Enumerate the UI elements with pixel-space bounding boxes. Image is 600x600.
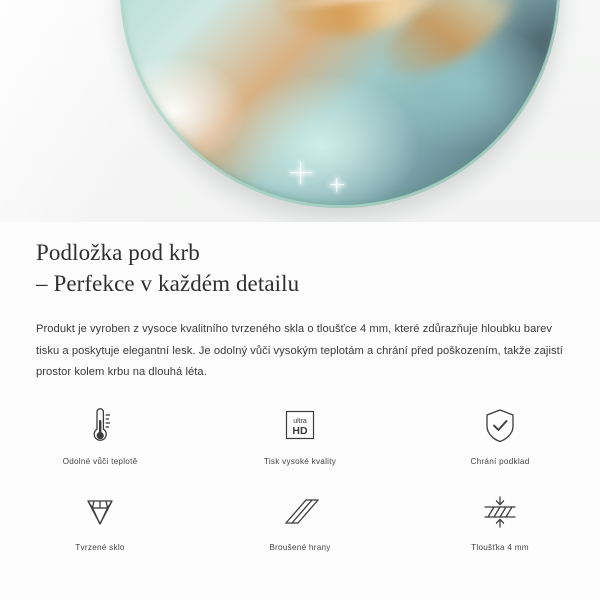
feature-grid <box>0 398 600 570</box>
feature-label: Tisk vysoké kvality <box>263 457 337 466</box>
svg-text:HD: HD <box>292 425 308 437</box>
page-title-line-2: – Perfekce v každém detailu <box>36 270 300 296</box>
glass-board-image <box>120 0 560 208</box>
feature-item-thickness <box>400 484 600 570</box>
svg-text:ultra: ultra <box>293 418 307 425</box>
description-paragraph: Produkt je vyroben z vysoce kvalitního tvrzeného skla o tloušťce 4 mm, které zdůrazňuje hloubku barev tisku a poskytuje elegantní lesk. Je odolný vůči vysokým teplotám a chrání před poškozením, takže zajistí prostor kolem krbu na dlouhá léta. <box>36 323 563 379</box>
page-title <box>0 222 600 299</box>
feature-item-polished-edges <box>200 484 400 570</box>
text-content <box>0 222 600 384</box>
shield-check-icon <box>483 404 517 448</box>
thermometer-icon <box>86 404 114 448</box>
feature-item-protection <box>400 398 600 484</box>
feature-label: Tvrzené sklo <box>75 543 125 552</box>
feature-label: Odolné vůči teplotě <box>62 457 138 466</box>
polished-edges-icon <box>280 490 320 534</box>
feature-item-temperature <box>0 398 200 484</box>
feature-item-tempered-glass <box>0 484 200 570</box>
diamond-icon <box>81 490 119 534</box>
feature-item-print-quality <box>200 398 400 484</box>
hero-image <box>0 0 600 222</box>
feature-label: Broušené hrany <box>269 543 331 552</box>
feature-label: Tloušťka 4 mm <box>471 543 529 552</box>
page-title-line-1: Podložka pod krb <box>36 240 200 265</box>
thickness-arrows-icon <box>479 490 521 534</box>
ultra-hd-icon <box>283 404 317 448</box>
feature-label: Chrání podklad <box>470 457 530 466</box>
